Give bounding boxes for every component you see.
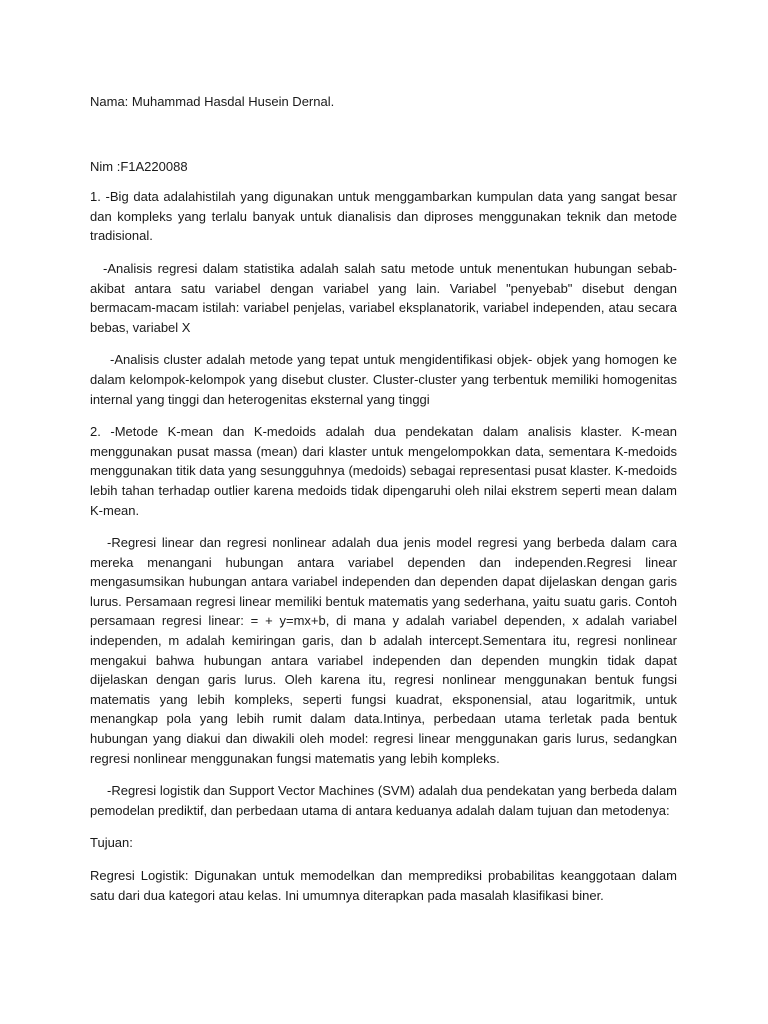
paragraph-tujuan-heading: Tujuan: (90, 835, 133, 851)
document-body (90, 92, 677, 918)
paragraph-logistic-svm: -Regresi logistik dan Support Vector Machines (SVM) adalah dua pendekatan yang berbeda dalam pemodelan prediktif, dan perbedaan utama di antara keduanya adalah dalam tujuan dan metodenya: (90, 783, 677, 818)
student-nim-line: Nim :F1A220088 (90, 158, 188, 174)
paragraph-cluster-analysis: -Analisis cluster adalah metode yang tepat untuk mengidentifikasi objek- objek yang homogen ke dalam kelompok-kelompok yang disebut cluster. Cluster-cluster yang terbentuk memiliki homogenitas internal yang tinggi dan heterogenitas eksternal yang tinggi (90, 352, 677, 407)
paragraph-regression-analysis: -Analisis regresi dalam statistika adalah salah satu metode untuk menentukan hubungan sebab-akibat antara satu variabel dengan variabel yang lain. Variabel "penyebab" disebut dengan bermacam-macam istilah: variabel penjelas, variabel eksplanatorik, variabel independen, atau secara bebas, variabel X (90, 260, 677, 335)
paragraph-linear-nonlinear-regression: -Regresi linear dan regresi nonlinear adalah dua jenis model regresi yang berbeda dalam cara mereka menangani hubungan antara variabel dependen dan independen.Regresi linear mengasumsikan hubungan antara variabel independen dan dependen dapat dijelaskan dengan garis lurus. Persamaan regresi linear memiliki bentuk matematis yang sederhana, yaitu suatu garis. Contoh persamaan regresi linear: = + y=mx+b, di mana y adalah variabel dependen, x adalah variabel independen, m adalah kemiringan garis, dan b adalah intercept.Sementara itu, regresi nonlinear mengakui bahwa hubungan antara variabel independen dan dependen mungkin tidak dapat dijelaskan dengan garis lurus. Oleh karena itu, regresi nonlinear menggunakan bentuk fungsi matematis yang lebih kompleks, seperti fungsi kuadrat, eksponensial, atau logaritmik, untuk menangkap pola yang lebih rumit dalam data.Intinya, perbedaan utama terletak pada bentuk hubungan yang diakui dan diwakili oleh model: regresi linear menggunakan garis lurus, sedangkan regresi nonlinear menggunakan fungsi matematis yang lebih kompleks. (90, 535, 677, 766)
student-name-line: Nama: Muhammad Hasdal Husein Dernal. (90, 94, 335, 109)
paragraph-kmean-kmedoids: 2. -Metode K-mean dan K-medoids adalah dua pendekatan dalam analisis klaster. K-mean menggunakan pusat massa (mean) dari klaster untuk mengelompokkan data, sementara K-medoids menggunakan titik data yang sesungguhnya (medoids) sebagai representasi pusat klaster. K-medoids lebih tahan terhadap outlier karena medoids tidak dipengaruhi oleh nilai ekstrem seperti mean dalam K-mean. (90, 424, 677, 518)
paragraph-logistic-regression-goal: Regresi Logistik: Digunakan untuk memodelkan dan memprediksi probabilitas keanggotaan dalam satu dari dua kategori atau kelas. Ini umumnya diterapkan pada masalah klasifikasi biner. (90, 868, 677, 903)
paragraph-big-data: 1. -Big data adalahistilah yang digunakan untuk menggambarkan kumpulan data yang sangat besar dan kompleks yang terlalu banyak untuk dianalisis dan diproses menggunakan teknik dan metode tradisional. (90, 189, 677, 244)
